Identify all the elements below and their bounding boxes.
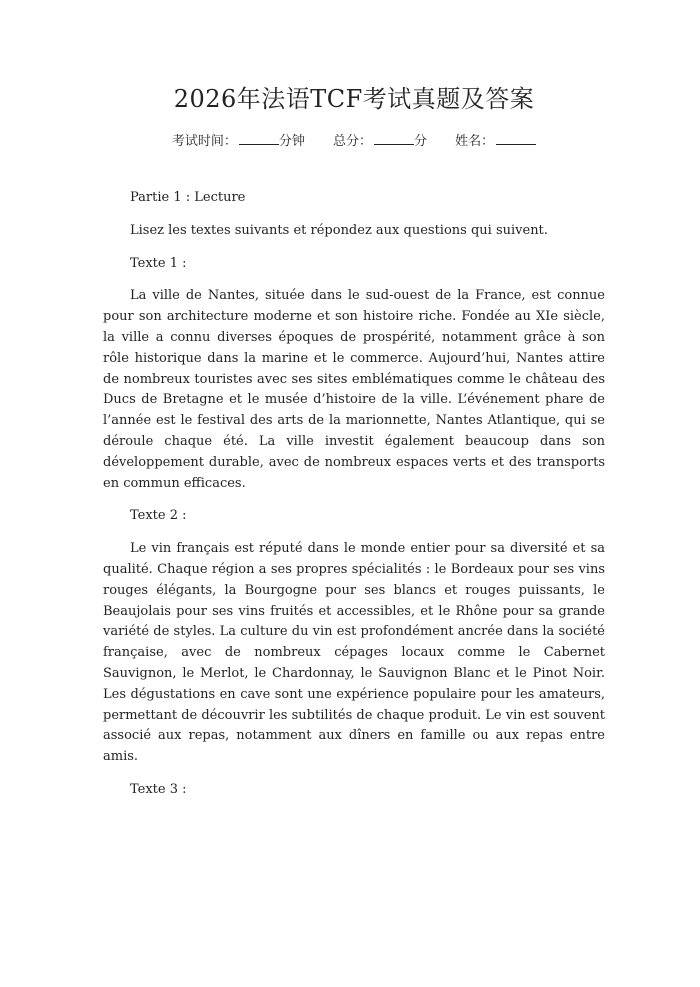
name-blank: [496, 132, 536, 145]
total-score-unit: 分: [414, 134, 428, 149]
total-score-blank: [374, 132, 414, 145]
exam-time-blank: [239, 132, 279, 145]
text-2-label: Texte 2 :: [130, 508, 187, 524]
name-field: [455, 132, 536, 152]
name-label: 姓名：: [455, 134, 495, 149]
total-score-label: 总分：: [332, 134, 372, 149]
exam-time-field: [172, 132, 305, 152]
text-3-label: Texte 3 :: [130, 781, 187, 797]
text-2-body: Le vin français est réputé dans le monde entier pour sa diversité et sa qualité. Chaque région a ses propres spécialités : le Bordeaux pour ses vins rouges élégants, la Bourgogne pour ses blancs et rouges puissants, le Beaujolais pour ses vins fruités et accessibles, et le Rhône pour sa grande variété de styles. La culture du vin est profondément ancrée dans la société française, avec de nombreux cépages locaux comme le Cabernet Sauvignon, le Merlot, le Chardonnay, le Sauvignon Blanc et le Pinot Noir. Les dégustations en cave sont une expérience populaire pour les amateurs, permettant de découvrir les subtilités de chaque produit. Le vin est souvent associé aux repas, notamment aux dîners en famille ou aux repas entre amis.: [103, 541, 605, 765]
instruction-text: Lisez les textes suivants et répondez aux questions qui suivent.: [130, 222, 548, 238]
page-title: 2026年法语TCF考试真题及答案: [173, 85, 535, 113]
text-1-label: Texte 1 :: [130, 255, 187, 271]
exam-info-line: [103, 132, 605, 152]
text-1-body: La ville de Nantes, située dans le sud-ouest de la France, est connue pour son architecture moderne et son histoire riche. Fondée au XIe siècle, la ville a connu diverses époques de prospérité, notamment grâce à son rôle historique dans la marine et le commerce. Aujourd’hui, Nantes attire de nombreux touristes avec ses sites emblématiques comme le château des Ducs de Bretagne et le musée d’histoire de la ville. L’événement phare de l’année est le festival des arts de la marionnette, Nantes Atlantique, qui se déroule chaque été. La ville investit également beaucoup dans son développement durable, avec de nombreux espaces verts et des transports en commun efficaces.: [103, 288, 605, 491]
part-heading: Partie 1 : Lecture: [130, 190, 246, 205]
document-page: [0, 82, 700, 987]
exam-time-label: 考试时间：: [171, 134, 237, 149]
exam-time-unit: 分钟: [278, 134, 305, 149]
total-score-field: [333, 132, 427, 152]
document-body: [103, 188, 605, 801]
